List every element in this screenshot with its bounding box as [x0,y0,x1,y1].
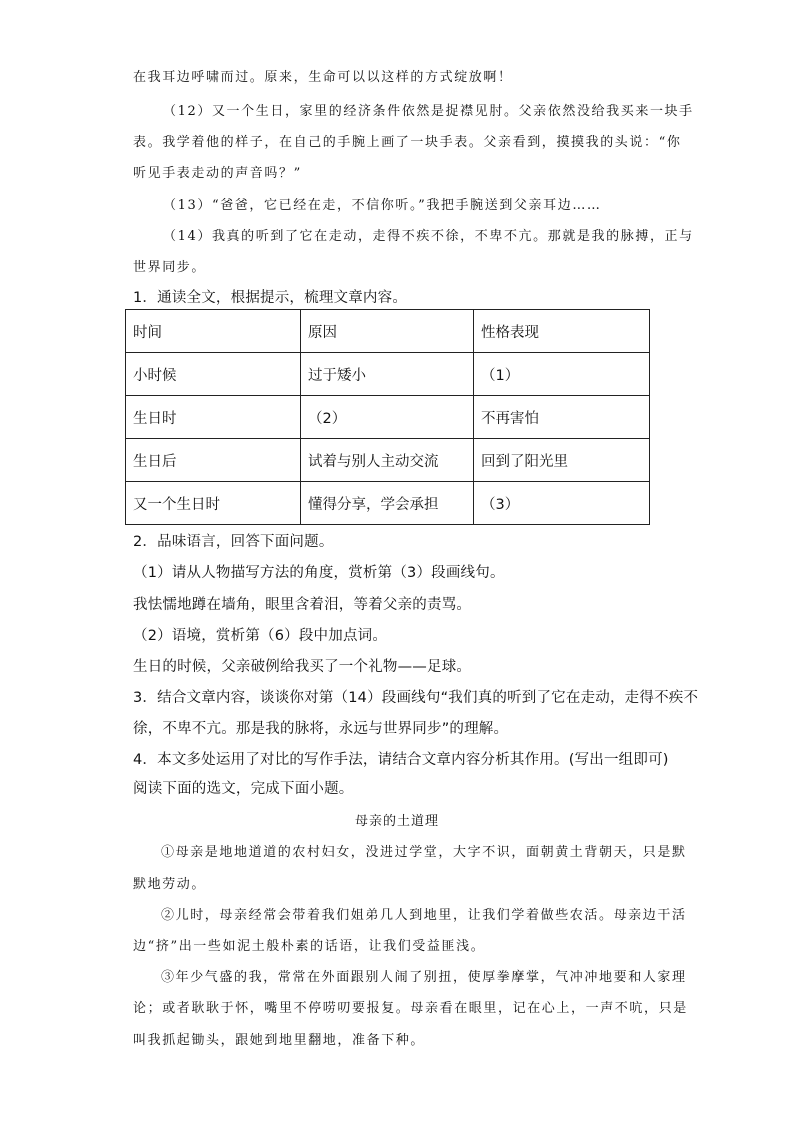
table-cell: 生日时 [126,396,301,439]
reading-paragraph-1-line2: 默地劳动。 [133,877,207,892]
table-cell: （3） [474,482,650,525]
table-row [126,482,650,525]
table-cell: （2） [301,396,474,439]
question-2-sub2: （2）语境，赏析第（6）段中加点词。 [133,628,388,644]
reading-title: 母亲的土道理 [354,814,439,829]
paragraph-14-line2: 世界同步。 [133,260,207,275]
question-2-sub1-quote: 我怯懦地蹲在墙角，眼里含着泪，等着父亲的责骂。 [133,597,472,613]
summary-table [125,309,650,525]
passage-line: 在我耳边呼啸而过。原来，生命可以以这样的方式绽放啊！ [133,70,513,85]
table-cell: 回到了阳光里 [474,439,650,482]
table-header-cell: 性格表现 [474,310,650,353]
table-cell: 不再害怕 [474,396,650,439]
table-cell: 小时候 [126,353,301,396]
table-cell: 过于矮小 [301,353,474,396]
paragraph-14: （14）我真的听到了它在走动，走得不疾不徐，不卑不亢。那就是我的脉搏，正与 [163,229,694,244]
table-header-cell: 时间 [126,310,301,353]
question-3-line1: 3．结合文章内容，谈谈你对第（14）段画线句“我们真的听到了它在走动，走得不疾不 [133,690,699,706]
paragraph-12: （12）又一个生日，家里的经济条件依然是捉襟见肘。父亲依然没给我买来一块手 [163,104,694,119]
question-2-prompt: 2．品味语言，回答下面问题。 [133,534,334,550]
question-2-sub1: （1）请从人物描写方法的角度，赏析第（3）段画线句。 [133,565,505,581]
table-row [126,439,650,482]
table-header-row [126,310,650,353]
question-4-line1: 4．本文多处运用了对比的写作手法，请结合文章内容分析其作用。(写出一组即可) [133,752,669,768]
paragraph-12-line2: 表。我学着他的样子，在自己的手腕上画了一块手表。父亲看到，摸摸我的头说：“你 [133,135,682,150]
question-3-line2: 徐，不卑不亢。那是我的脉将，永远与世界同步”的理解。 [133,721,509,737]
reading-paragraph-3: ③年少气盛的我，常常在外面跟别人闹了别扭，使厚拳摩掌，气冲冲地要和人家理 [161,970,687,985]
paragraph-12-line3: 听见手表走动的声音吗？” [133,166,302,181]
table-cell: 懂得分享，学会承担 [301,482,474,525]
reading-intro: 阅读下面的选文，完成下面小题。 [133,781,354,797]
table-row [126,396,650,439]
reading-paragraph-1: ①母亲是地地道道的农村妇女，没进过学堂，大字不识，面朝黄土背朝天，只是默 [161,845,687,860]
table-cell: 试着与别人主动交流 [301,439,474,482]
table-cell: 又一个生日时 [126,482,301,525]
reading-paragraph-3-line2: 论；或者耿耿于怀，嘴里不停唠叨要报复。母亲看在眼里，记在心上，一声不吭，只是 [133,1001,688,1016]
table-header-cell: 原因 [301,310,474,353]
table-cell: 生日后 [126,439,301,482]
reading-paragraph-3-line3: 叫我抓起锄头，跟她到地里翻地，准备下种。 [133,1033,426,1048]
reading-paragraph-2-line2: 边“挤”出一些如泥土般朴素的话语，让我们受益匪浅。 [133,939,486,954]
reading-paragraph-2: ②儿时，母亲经常会带着我们姐弟几人到地里，让我们学着做些农活。母亲边干活 [161,908,687,923]
table-cell: （1） [474,353,650,396]
question-1-prompt: 1．通读全文，根据提示，梳理文章内容。 [133,290,408,306]
paragraph-13: （13）“爸爸，它已经在走，不信你听。”我把手腕送到父亲耳边…… [163,198,602,213]
table-row [126,353,650,396]
question-2-sub2-quote: 生日的时候，父亲破例给我买了一个礼物——足球。 [133,659,472,675]
